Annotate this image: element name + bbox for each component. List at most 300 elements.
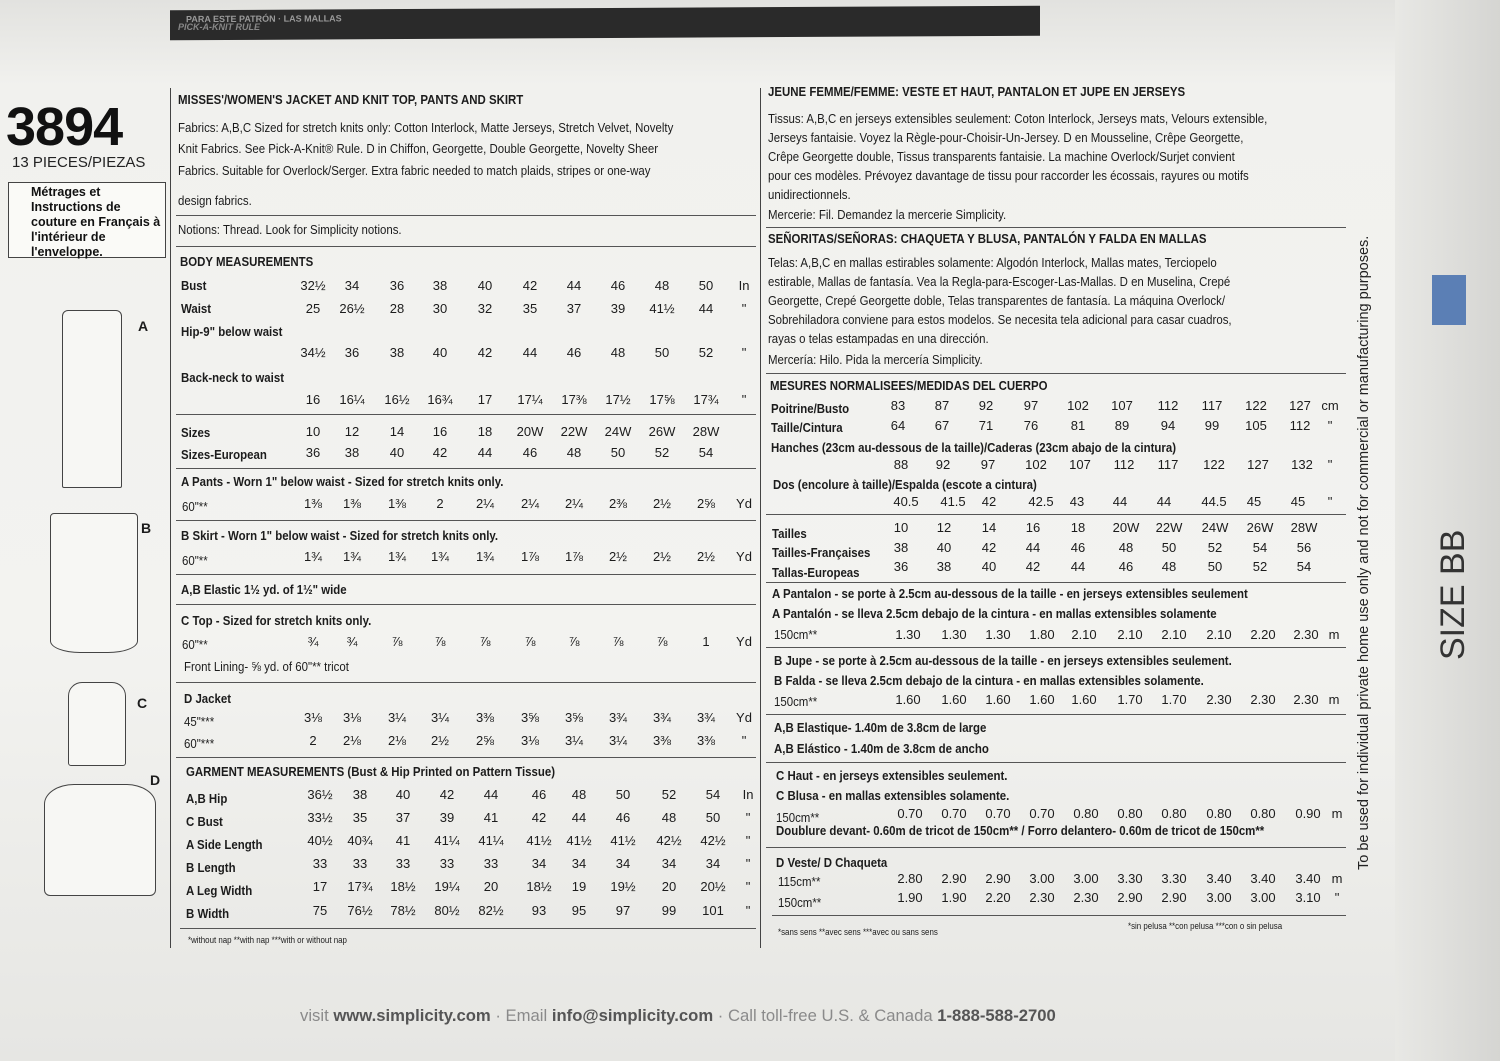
- fr-tailles-cell: 14: [981, 520, 997, 535]
- en-a-60-cell: 1⅜: [303, 496, 323, 511]
- en-c-60-label: 60"**: [182, 637, 208, 652]
- divider: [176, 414, 756, 415]
- en-g-blen-cell: 34: [661, 856, 677, 871]
- fr-d-115-cell: 2.90: [985, 871, 1011, 886]
- en-g-blen-cell: 33: [439, 856, 455, 871]
- en-bust-cell: 42: [522, 278, 538, 293]
- en-sizes-eu-cell: 46: [522, 445, 538, 460]
- en-waist-cell: 41½: [649, 301, 675, 316]
- fr-d-150-cell: 3.00: [1206, 890, 1232, 905]
- divider: [176, 682, 756, 683]
- divider: [176, 246, 756, 247]
- fr-b-es: B Falda - se lleva 2.5cm debajo de la cintura - en mallas extensibles solamente.: [774, 673, 1204, 688]
- fr-tailles-cell: 18: [1070, 520, 1086, 535]
- en-d-60-cell: 2⅛: [387, 733, 407, 748]
- fr-c-150-cell: 0.80: [1117, 806, 1143, 821]
- fr-hanches-cell: 92: [935, 457, 951, 472]
- en-g-bw-cell: 99: [661, 903, 677, 918]
- fr-b-150-cell: 1.60: [1029, 692, 1055, 707]
- en-nap-note: *without nap **with nap ***with or without nap: [188, 935, 347, 945]
- en-g-bust-label: C Bust: [186, 814, 223, 829]
- en-g-bust-cell: 35: [352, 810, 368, 825]
- fr-a-150-cell: m: [1328, 627, 1340, 642]
- size-label: SIZE BB: [1434, 529, 1472, 660]
- fr-d-115-label: 115cm**: [778, 874, 821, 889]
- en-g-bw-cell: 78½: [390, 903, 416, 918]
- en-back-cell: 16¼: [339, 392, 365, 407]
- view-b-skirt-sketch: [50, 513, 138, 653]
- en-sizes-eu-cell: 42: [432, 445, 448, 460]
- en-hip-cell: 36: [344, 345, 360, 360]
- en-a-60-cell: 2⅜: [608, 496, 628, 511]
- fr-a-150-cell: 1.30: [941, 627, 967, 642]
- fr-hanches-cell: 97: [980, 457, 996, 472]
- en-bust-cell: 40: [477, 278, 493, 293]
- fr-a-150-cell: 1.30: [895, 627, 921, 642]
- en-b-60-cell: 1¾: [387, 549, 407, 564]
- en-back-cell: 17: [477, 392, 493, 407]
- en-sizes-eu-cell: 44: [477, 445, 493, 460]
- en-title: MISSES'/WOMEN'S JACKET AND KNIT TOP, PANTS AND SKIRT: [178, 92, 524, 107]
- en-d-60-cell: 3¼: [608, 733, 628, 748]
- en-b-60-cell: 2½: [696, 549, 716, 564]
- view-c-label: C: [137, 695, 148, 711]
- en-d-60-cell: 3⅛: [520, 733, 540, 748]
- en-sizes-label: Sizes: [181, 425, 211, 440]
- fr-c-150-cell: 0.70: [897, 806, 923, 821]
- en-body-measurements-heading: BODY MEASUREMENTS: [180, 254, 314, 269]
- french-instructions-box: Métrages et Instructions de couture en Français à l'intérieur de l'enveloppe.: [8, 182, 166, 258]
- fr-d-115-cell: 2.90: [941, 871, 967, 886]
- en-a-pants: A Pants - Worn 1" below waist - Sized for stretch knits only.: [181, 474, 504, 489]
- en-sizes-cell: 22W: [560, 424, 588, 439]
- en-hip-cell: 48: [610, 345, 626, 360]
- fr-tallas-eu-cell: 38: [936, 559, 952, 574]
- en-g-blen-cell: 33: [352, 856, 368, 871]
- fr-tailles-cell: 22W: [1155, 520, 1183, 535]
- divider: [176, 604, 756, 605]
- divider: [766, 373, 1346, 374]
- en-g-blen-cell: 33: [483, 856, 499, 871]
- fr-b-150-cell: 1.60: [985, 692, 1011, 707]
- en-notions: Notions: Thread. Look for Simplicity notions.: [178, 222, 402, 237]
- fr-dos-cell: 45: [1290, 494, 1306, 509]
- en-c-60-cell: ⅞: [612, 634, 624, 649]
- fr-taille-cell: 71: [978, 418, 994, 433]
- fr-c-150-cell: 0.70: [941, 806, 967, 821]
- fr-dos-cell: 42.5: [1028, 494, 1054, 509]
- fr-a-150-cell: 1.30: [985, 627, 1011, 642]
- en-g-bust-cell: 41: [483, 810, 499, 825]
- en-g-hip-cell: 46: [531, 787, 547, 802]
- en-back-label: Back-neck to waist: [181, 370, 285, 385]
- en-waist-cell: 30: [432, 301, 448, 316]
- en-d-60-cell: ": [741, 733, 747, 748]
- fr-tailles-fr-cell: 46: [1070, 540, 1086, 555]
- fr-poitrine-cell: 122: [1245, 398, 1267, 413]
- en-a-60-cell: 2¼: [475, 496, 495, 511]
- en-g-blen-cell: 34: [571, 856, 587, 871]
- en-bust-cell: 36: [389, 278, 405, 293]
- fr-hanches-cell: 107: [1069, 457, 1091, 472]
- en-g-side-cell: ": [745, 833, 751, 848]
- fr-b-150-cell: 2.30: [1250, 692, 1276, 707]
- fr-d-150-label: 150cm**: [778, 895, 822, 910]
- fr-d-115-cell: 3.40: [1206, 871, 1232, 886]
- en-g-hip-cell: 42: [439, 787, 455, 802]
- en-g-bust-cell: ": [745, 810, 751, 825]
- en-g-hip-cell: 48: [571, 787, 587, 802]
- en-a-60-cell: 2¼: [520, 496, 540, 511]
- en-back-cell: 16: [305, 392, 321, 407]
- fr-d-150-cell: 2.20: [985, 890, 1011, 905]
- fr-doublure: Doublure devant- 0.60m de tricot de 150cm** / Forro delantero- 0.60m de tricot de 150cm**: [776, 823, 1265, 838]
- footer-call: · Call toll-free U.S. & Canada: [717, 1006, 933, 1025]
- en-waist-cell: 35: [522, 301, 538, 316]
- en-a-60-cell: 2: [436, 496, 444, 511]
- en-g-hip-label: A,B Hip: [186, 791, 228, 806]
- fr-a-150-cell: 2.10: [1161, 627, 1187, 642]
- en-garment-heading: GARMENT MEASUREMENTS (Bust & Hip Printed on Pattern Tissue): [186, 764, 556, 779]
- en-d-45-cell: 3¾: [608, 710, 628, 725]
- en-waist-cell: 28: [389, 301, 405, 316]
- footer-url[interactable]: www.simplicity.com: [333, 1006, 491, 1025]
- es-merceria: Mercería: Hilo. Pida la mercería Simplicity.: [768, 352, 983, 367]
- en-sizes-eu-cell: 40: [389, 445, 405, 460]
- fr-hanches-cell: 88: [893, 457, 909, 472]
- fr-d-150-cell: 2.90: [1161, 890, 1187, 905]
- en-g-side-cell: 40¾: [347, 833, 373, 848]
- en-hip-cell: 38: [389, 345, 405, 360]
- fr-tailles-fr-cell: 54: [1252, 540, 1268, 555]
- fr-poitrine-cell: cm: [1321, 398, 1339, 413]
- en-c-60-cell: ¾: [307, 634, 319, 649]
- es-fabrics-1: Telas: A,B,C en mallas estirables solamente: Algodón Interlock, Mallas mates, Terciopelo: [768, 255, 1217, 270]
- fr-hanches-cell: ": [1327, 457, 1333, 472]
- en-hip-cell: 52: [698, 345, 714, 360]
- fr-tallas-eu-cell: 44: [1070, 559, 1086, 574]
- en-c-60-cell: Yd: [736, 634, 752, 649]
- en-b-60-cell: Yd: [736, 549, 752, 564]
- en-d-60-cell: 3⅜: [696, 733, 716, 748]
- divider: [772, 915, 1346, 916]
- fr-taille-cell: 89: [1114, 418, 1130, 433]
- en-hip-cell: 40: [432, 345, 448, 360]
- fr-tallas-eu-cell: 54: [1296, 559, 1312, 574]
- fr-a-150-cell: 2.10: [1206, 627, 1232, 642]
- fr-poitrine-cell: 102: [1067, 398, 1089, 413]
- fr-c-150-cell: 0.70: [1029, 806, 1055, 821]
- en-hip-cell: ": [741, 345, 747, 360]
- en-sizes-eu-cell: 54: [698, 445, 714, 460]
- en-g-leg-cell: 20½: [700, 879, 726, 894]
- fr-a-150-cell: 2.20: [1250, 627, 1276, 642]
- blue-swatch: [1432, 275, 1466, 325]
- en-g-bw-cell: 95: [571, 903, 587, 918]
- divider: [766, 714, 1346, 715]
- en-d-45-cell: 3¼: [387, 710, 407, 725]
- en-g-hip-cell: 44: [483, 787, 499, 802]
- en-sizes-cell: 20W: [516, 424, 544, 439]
- en-d-60-cell: 2½: [430, 733, 450, 748]
- en-waist-cell: 39: [610, 301, 626, 316]
- en-d-45-cell: 3⅛: [303, 710, 323, 725]
- en-back-cell: ": [741, 392, 747, 407]
- en-g-bw-cell: 76½: [347, 903, 373, 918]
- fr-d-115-cell: 3.00: [1073, 871, 1099, 886]
- en-c-60-cell: ⅞: [524, 634, 536, 649]
- en-b-60-label: 60"**: [182, 553, 208, 568]
- en-g-leg-cell: 19¼: [434, 879, 460, 894]
- en-sizes-cell: 18: [477, 424, 493, 439]
- fr-el-es: A,B Elástico - 1.40m de 3.8cm de ancho: [774, 741, 989, 756]
- en-g-blen-label: B Length: [186, 860, 236, 875]
- fr-d-150-cell: 2.90: [1117, 890, 1143, 905]
- en-sizes-eu-cell: 38: [344, 445, 360, 460]
- en-g-bust-cell: 44: [571, 810, 587, 825]
- es-fabrics-5: rayas o telas estampadas en una dirección.: [768, 331, 989, 346]
- fr-tailles-fr-cell: 42: [981, 540, 997, 555]
- fr-poitrine-cell: 97: [1023, 398, 1039, 413]
- en-sizes-cell: 28W: [692, 424, 720, 439]
- en-g-bw-cell: 93: [531, 903, 547, 918]
- fr-tailles-fr-cell: 56: [1296, 540, 1312, 555]
- en-a-60-cell: Yd: [736, 496, 752, 511]
- en-c-60-cell: ⅞: [568, 634, 580, 649]
- en-d-45-cell: 3¼: [430, 710, 450, 725]
- en-g-bust-cell: 33½: [307, 810, 333, 825]
- en-c-60-cell: ¾: [346, 634, 358, 649]
- en-bust-cell: 48: [654, 278, 670, 293]
- fr-c-150-label: 150cm**: [776, 810, 820, 825]
- fr-tailles-fr-label: Tailles-Françaises: [772, 545, 871, 560]
- fr-hanches-cell: 127: [1247, 457, 1269, 472]
- en-g-leg-cell: 18½: [526, 879, 552, 894]
- divider: [766, 582, 1346, 583]
- en-sizes-cell: 24W: [604, 424, 632, 439]
- en-d-45-cell: 3⅝: [564, 710, 584, 725]
- fr-tallas-eu-cell: 50: [1207, 559, 1223, 574]
- fr-b-150-label: 150cm**: [774, 694, 818, 709]
- en-b-60-cell: 1¾: [430, 549, 450, 564]
- en-b-skirt: B Skirt - Worn 1" below waist - Sized for stretch knits only.: [181, 528, 499, 543]
- en-waist-cell: 32: [477, 301, 493, 316]
- en-hip-cell: 34½: [300, 345, 326, 360]
- en-hip-cell: 44: [522, 345, 538, 360]
- fr-tallas-eu-label: Tallas-Europeas: [772, 565, 860, 580]
- en-b-60-cell: 1⅞: [564, 549, 584, 564]
- top-band: PARA ESTE PATRÓN · LAS MALLAS: [170, 6, 1040, 41]
- en-back-cell: 17¼: [517, 392, 543, 407]
- en-d-60-cell: 3¼: [564, 733, 584, 748]
- en-g-bust-cell: 48: [661, 810, 677, 825]
- fr-dos-cell: ": [1327, 494, 1333, 509]
- divider: [176, 520, 756, 521]
- en-d-jacket: D Jacket: [184, 691, 232, 706]
- en-c-60-cell: ⅞: [656, 634, 668, 649]
- fr-b-150-cell: 1.70: [1161, 692, 1187, 707]
- fr-fabrics-1: Tissus: A,B,C en jerseys extensibles seulement: Coton Interlock, Jerseys mats, Velours extensible,: [768, 111, 1268, 126]
- en-g-leg-cell: 17¾: [347, 879, 373, 894]
- en-c-60-cell: ⅞: [391, 634, 403, 649]
- pattern-number: 3894: [6, 97, 123, 157]
- en-g-bust-cell: 39: [439, 810, 455, 825]
- fr-tailles-cell: 24W: [1201, 520, 1229, 535]
- es-title: SEÑORITAS/SEÑORAS: CHAQUETA Y BLUSA, PANTALÓN Y FALDA EN MALLAS: [768, 231, 1207, 246]
- fr-taille-cell: 64: [890, 418, 906, 433]
- en-b-60-cell: 1¾: [475, 549, 495, 564]
- es-fabrics-3: Georgette, Crepé Georgette doble, Telas transparentes de fantasía. La máquina Overlock/: [768, 293, 1226, 308]
- fr-a-150-cell: 2.10: [1117, 627, 1143, 642]
- en-sizes-eu-label: Sizes-European: [181, 447, 267, 462]
- footer-email-label: · Email: [495, 1006, 548, 1025]
- divider: [176, 215, 756, 216]
- fr-hanches-label: Hanches (23cm au-dessous de la taille)/Caderas (23cm abajo de la cintura): [771, 440, 1177, 455]
- fr-tailles-fr-cell: 50: [1161, 540, 1177, 555]
- fr-tailles-fr-cell: 48: [1118, 540, 1134, 555]
- en-g-hip-cell: In: [742, 787, 754, 802]
- fr-tallas-eu-cell: 40: [981, 559, 997, 574]
- divider: [176, 574, 756, 575]
- en-hip-cell: 42: [477, 345, 493, 360]
- en-g-bw-label: B Width: [186, 906, 230, 921]
- fr-d-115-cell: m: [1331, 871, 1343, 886]
- fr-c-150-cell: 0.80: [1073, 806, 1099, 821]
- divider: [766, 647, 1346, 648]
- en-sizes-cell: 26W: [648, 424, 676, 439]
- fr-b-150-cell: 1.70: [1117, 692, 1143, 707]
- en-bust-cell: 32½: [300, 278, 326, 293]
- en-bust-cell: 46: [610, 278, 626, 293]
- fr-b-150-cell: 2.30: [1206, 692, 1232, 707]
- pick-a-knit-label: PICK-A-KNIT RULE: [178, 22, 260, 32]
- en-fabrics-2: Knit Fabrics. See Pick-A-Knit® Rule. D in Chiffon, Georgette, Double Georgette, Novelty Sheer: [178, 141, 659, 156]
- en-bust-cell: 38: [432, 278, 448, 293]
- en-g-hip-cell: 38: [352, 787, 368, 802]
- fr-dos-cell: 44: [1112, 494, 1128, 509]
- en-a-60-cell: 1⅜: [342, 496, 362, 511]
- fr-mesures-heading: MESURES NORMALISEES/MEDIDAS DEL CUERPO: [770, 378, 1048, 393]
- en-g-bw-cell: 80½: [434, 903, 460, 918]
- fr-taille-cell: 105: [1245, 418, 1267, 433]
- divider: [766, 514, 1346, 515]
- en-g-side-cell: 41½: [610, 833, 636, 848]
- es-fabrics-4: Sobrehiladora conviene para estos modelos. Se necesita tela adicional para casar cuadros,: [768, 312, 1232, 327]
- en-back-cell: 17½: [605, 392, 631, 407]
- fr-d-115-cell: 2.80: [897, 871, 923, 886]
- fr-taille-label: Taille/Cintura: [771, 420, 843, 435]
- fr-fabrics-3: Crêpe Georgette double, Tissus transparents fantaisie. La machine Overlock/Surjet convient: [768, 149, 1235, 164]
- en-hip-cell: 50: [654, 345, 670, 360]
- left-column-divider: [170, 88, 171, 948]
- en-waist-cell: 26½: [339, 301, 365, 316]
- en-g-bust-cell: 46: [615, 810, 631, 825]
- fr-tailles-fr-cell: 44: [1025, 540, 1041, 555]
- en-g-leg-cell: ": [745, 879, 751, 894]
- en-d-60-cell: 2⅛: [342, 733, 362, 748]
- fr-d-115-cell: 3.40: [1295, 871, 1321, 886]
- en-g-blen-cell: 33: [312, 856, 328, 871]
- en-sizes-cell: 12: [344, 424, 360, 439]
- en-g-bw-cell: 101: [702, 903, 724, 918]
- en-sizes-eu-cell: 50: [610, 445, 626, 460]
- en-c-60-cell: ⅞: [434, 634, 446, 649]
- fr-b-150-cell: m: [1328, 692, 1340, 707]
- en-b-60-cell: 1¾: [342, 549, 362, 564]
- footer-email[interactable]: info@simplicity.com: [551, 1006, 714, 1025]
- en-g-bw-cell: 82½: [478, 903, 504, 918]
- en-c-60-cell: 1: [702, 634, 710, 649]
- fr-fabrics-4: pour ces modèles. Prévoyez davantage de tissu pour raccorder les écossais, rayures ou motifs: [768, 168, 1249, 183]
- en-d-60-label: 60"***: [184, 736, 215, 751]
- en-g-hip-cell: 36½: [307, 787, 333, 802]
- fr-taille-cell: 99: [1204, 418, 1220, 433]
- fr-b-150-cell: 2.30: [1293, 692, 1319, 707]
- en-back-cell: 17⅜: [561, 392, 587, 407]
- en-sizes-cell: 14: [389, 424, 405, 439]
- en-g-hip-cell: 52: [661, 787, 677, 802]
- fr-tailles-fr-cell: 38: [893, 540, 909, 555]
- divider: [766, 227, 1346, 228]
- fr-d-150-cell: ": [1334, 890, 1340, 905]
- fr-fabrics-5: unidirectionnels.: [768, 187, 851, 202]
- en-elastic: A,B Elastic 1½ yd. of 1½" wide: [181, 582, 347, 597]
- en-g-side-cell: 42½: [656, 833, 682, 848]
- en-waist-cell: 37: [566, 301, 582, 316]
- fr-tailles-label: Tailles: [772, 526, 807, 541]
- en-g-side-cell: 41¼: [478, 833, 504, 848]
- footer-visit: visit: [300, 1006, 329, 1025]
- fr-hanches-cell: 122: [1203, 457, 1225, 472]
- en-a-60-cell: 2⅝: [696, 496, 716, 511]
- footer-phone: 1-888-588-2700: [937, 1006, 1056, 1025]
- fr-tailles-cell: 10: [893, 520, 909, 535]
- fr-tailles-cell: 26W: [1246, 520, 1274, 535]
- fr-dos-cell: 43: [1069, 494, 1085, 509]
- fr-d-150-cell: 1.90: [941, 890, 967, 905]
- en-d-45-label: 45"***: [184, 714, 215, 729]
- fr-tailles-fr-cell: 40: [936, 540, 952, 555]
- fr-d-115-cell: 3.00: [1029, 871, 1055, 886]
- en-d-45-cell: Yd: [736, 710, 752, 725]
- fr-b-150-cell: 1.60: [1071, 692, 1097, 707]
- fr-hanches-cell: 102: [1025, 457, 1047, 472]
- fr-hanches-cell: 132: [1291, 457, 1313, 472]
- en-bust-cell: In: [738, 278, 750, 293]
- view-d-label: D: [150, 772, 161, 788]
- fr-d-150-cell: 3.10: [1295, 890, 1321, 905]
- en-d-60-cell: 2: [309, 733, 317, 748]
- en-lining: Front Lining- ⅝ yd. of 60"** tricot: [184, 659, 349, 674]
- fr-a-150-cell: 2.10: [1071, 627, 1097, 642]
- en-bust-label: Bust: [181, 278, 207, 293]
- en-a-60-cell: 2½: [652, 496, 672, 511]
- fr-taille-cell: 81: [1070, 418, 1086, 433]
- en-g-side-cell: 41½: [526, 833, 552, 848]
- en-g-blen-cell: 34: [531, 856, 547, 871]
- en-b-60-cell: 1⅞: [520, 549, 540, 564]
- en-g-leg-cell: 19½: [610, 879, 636, 894]
- en-g-bust-cell: 50: [705, 810, 721, 825]
- en-d-45-cell: 3¾: [696, 710, 716, 725]
- en-g-side-label: A Side Length: [186, 837, 263, 852]
- en-d-60-cell: 3⅜: [652, 733, 672, 748]
- divider: [766, 762, 1346, 763]
- fr-c-150-cell: 0.90: [1295, 806, 1321, 821]
- fr-dos-label: Dos (encolure à taille)/Espalda (escote a cintura): [773, 477, 1037, 492]
- fr-poitrine-label: Poitrine/Busto: [771, 401, 850, 416]
- fr-a-150-label: 150cm**: [774, 627, 818, 642]
